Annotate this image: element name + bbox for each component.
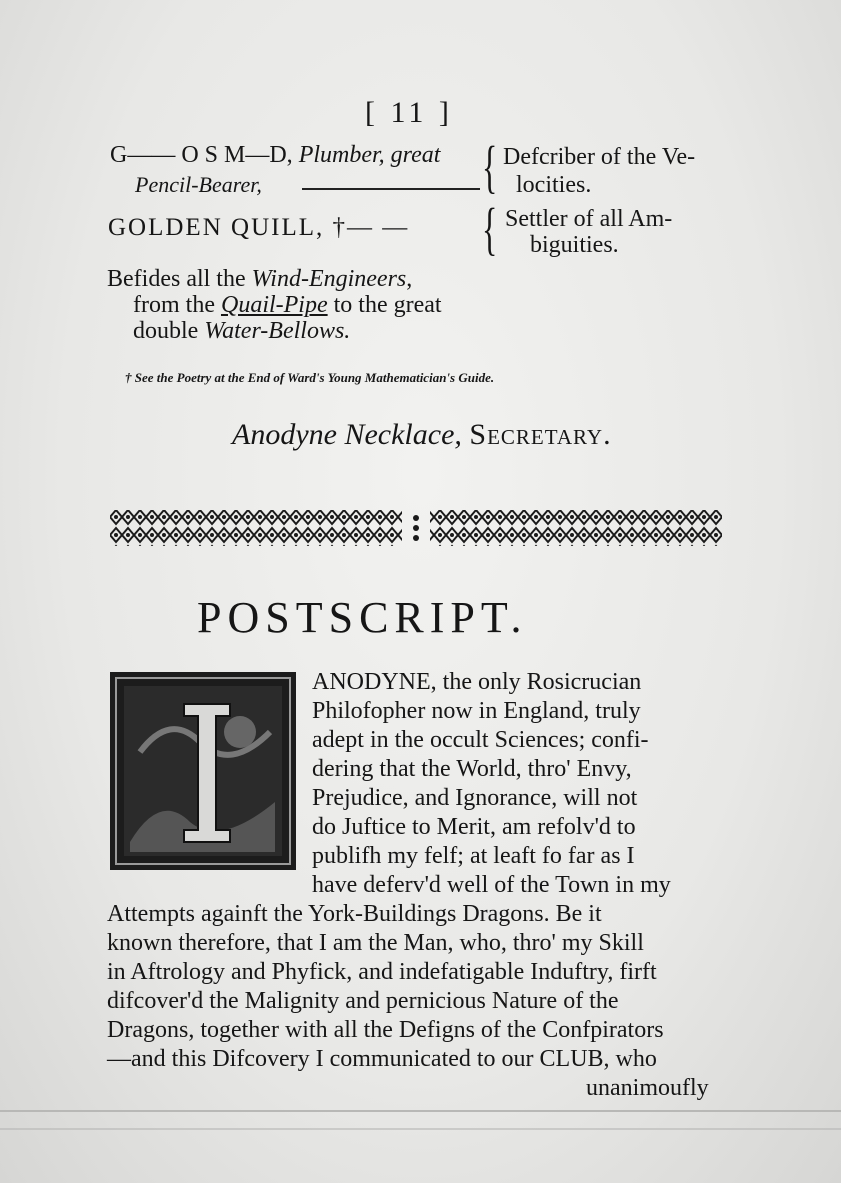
besides-line3: double Water-Bellows. [133, 318, 351, 344]
section-heading: POSTSCRIPT. [197, 593, 528, 642]
postscript-line: difcover'd the Malignity and pernicious Nature of the [107, 988, 619, 1014]
page-edge-divider [0, 1110, 841, 1112]
leader-rule [302, 188, 480, 190]
postscript-line: adept in the occult Sciences; confi- [312, 727, 649, 753]
page-edge-divider [0, 1128, 841, 1130]
footnote: † See the Poetry at the End of Ward's Young Mathematician's Guide. [125, 370, 495, 385]
officer-title-line1: Settler of all Am- [505, 206, 673, 232]
officer-title-line1: Defcriber of the Ve- [503, 144, 696, 170]
signature [232, 418, 612, 452]
postscript-line: Philofopher now in England, truly [312, 698, 641, 724]
brace-icon: { [482, 134, 498, 199]
besides-line2: from the Quail-Pipe to the great [133, 292, 442, 318]
officer-title-line2: biguities. [530, 232, 619, 258]
officer-golden-quill [108, 214, 409, 242]
ornament-band-icon [110, 508, 722, 548]
dagger-mark: †— — [332, 214, 410, 241]
postscript-line: do Juftice to Merit, am refolv'd to [312, 814, 636, 840]
officer-gosmd [110, 142, 440, 169]
officer-name: G—— O S M—D, [110, 142, 293, 168]
postscript-line: in Aftrology and Phyfick, and indefatigable Induftry, firft [107, 959, 657, 985]
drop-cap-i-icon [110, 672, 296, 870]
postscript-line: Attempts againft the York-Buildings Dragons. Be it [107, 901, 602, 927]
postscript-line: ANODYNE, the only Rosicrucian [312, 669, 642, 695]
postscript-line: Prejudice, and Ignorance, will not [312, 785, 638, 811]
postscript-line: publifh my felf; at leaft fo far as I [312, 843, 635, 869]
postscript-line: dering that the World, thro' Envy, [312, 756, 632, 782]
postscript-line: known therefore, that I am the Man, who, thro' my Skill [107, 930, 644, 956]
brace-icon: { [482, 196, 498, 261]
postscript-line: Dragons, together with all the Defigns of the Confpirators [107, 1017, 664, 1043]
besides-line1: Befides all the Wind-Engineers, [107, 266, 413, 292]
catchword: unanimoufly [586, 1075, 709, 1101]
postscript-line: have deferv'd well of the Town in my [312, 872, 671, 898]
officer-name: GOLDEN QUILL, [108, 214, 325, 241]
officer-role-line2: Pencil-Bearer, [135, 172, 262, 197]
officer-title-line2: locities. [516, 172, 592, 198]
postscript-line: —and this Difcovery I communicated to our CLUB, who [107, 1046, 657, 1072]
signature-title: Secretary. [469, 418, 612, 451]
officer-role: Plumber, great [298, 142, 441, 168]
page-number: [ 11 ] [365, 96, 453, 129]
signature-name: Anodyne Necklace, [232, 418, 462, 451]
